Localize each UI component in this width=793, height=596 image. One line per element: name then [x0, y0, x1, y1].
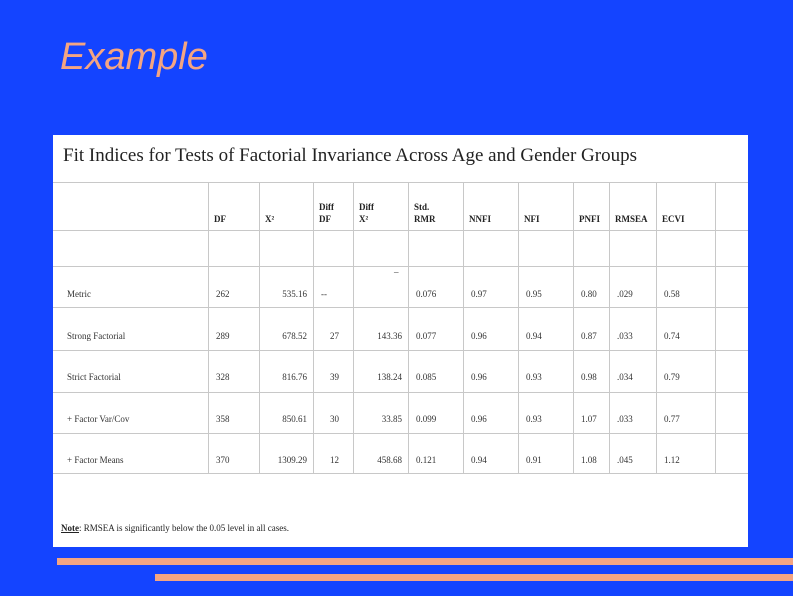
table-cell: .034	[617, 372, 633, 382]
table-cell: 1.12	[664, 455, 680, 465]
table-cell: 143.36	[377, 331, 402, 341]
table-cell: 138.24	[377, 372, 402, 382]
column-header: RMSEA	[615, 214, 648, 224]
table-cell: 0.085	[416, 372, 437, 382]
column-header: DF	[319, 214, 331, 224]
table-cell: 0.98	[581, 372, 597, 382]
table-cell: .033	[617, 414, 633, 424]
table-column-divider	[313, 182, 314, 473]
table-column-divider	[259, 182, 260, 473]
table-cell: 0.80	[581, 289, 597, 299]
column-header: NNFI	[469, 214, 491, 224]
row-label: Metric	[67, 289, 91, 299]
table-cell: 0.96	[471, 372, 487, 382]
table-cell: 0.121	[416, 455, 437, 465]
table-cell: 1309.29	[277, 455, 307, 465]
table-cell: 816.76	[282, 372, 307, 382]
column-header: ECVI	[662, 214, 685, 224]
table-column-divider	[609, 182, 610, 473]
table-cell: 12	[330, 455, 339, 465]
table-column-divider	[656, 182, 657, 473]
table-cell: 30	[330, 414, 339, 424]
table-column-divider	[715, 182, 716, 473]
table-row-divider	[53, 350, 748, 351]
table-cell: 0.58	[664, 289, 680, 299]
table-cell: --	[321, 289, 327, 299]
table-cell: 0.96	[471, 331, 487, 341]
table-cell: 0.79	[664, 372, 680, 382]
table-cell: 0.077	[416, 331, 437, 341]
table-image	[53, 135, 748, 547]
table-cell: 289	[216, 331, 230, 341]
table-cell: 0.91	[526, 455, 542, 465]
note-text: : RMSEA is significantly below the 0.05 level in all cases.	[79, 523, 289, 533]
table-column-divider	[573, 182, 574, 473]
column-header: RMR	[414, 214, 436, 224]
row-label: Strong Factorial	[67, 331, 126, 341]
table-cell: 0.74	[664, 331, 680, 341]
table-cell: 370	[216, 455, 230, 465]
fit-indices-table	[53, 135, 748, 547]
table-cell: 328	[216, 372, 230, 382]
column-header: PNFI	[579, 214, 600, 224]
column-header: X²	[359, 214, 369, 224]
table-cell: 1.07	[581, 414, 597, 424]
column-header: DF	[214, 214, 226, 224]
table-cell: 535.16	[282, 289, 307, 299]
table-note	[61, 523, 289, 533]
table-title: Fit Indices for Tests of Factorial Invariance Across Age and Gender Groups	[63, 145, 637, 166]
slide-title: Example	[60, 36, 208, 78]
table-cell: 27	[330, 331, 339, 341]
table-row-divider	[53, 266, 748, 267]
table-cell: 33.85	[381, 414, 402, 424]
table-cell: 0.099	[416, 414, 437, 424]
table-row-divider	[53, 433, 748, 434]
column-header: Diff	[359, 202, 374, 212]
table-cell: 0.94	[471, 455, 487, 465]
table-cell: 0.96	[471, 414, 487, 424]
table-cell: .045	[617, 455, 633, 465]
table-cell: 678.52	[282, 331, 307, 341]
table-cell: 0.93	[526, 372, 542, 382]
table-cell: 0.97	[471, 289, 487, 299]
table-cell: 850.61	[282, 414, 307, 424]
table-column-divider	[408, 182, 409, 473]
column-header: Std.	[414, 202, 430, 212]
column-header: NFI	[524, 214, 540, 224]
table-cell: 0.87	[581, 331, 597, 341]
table-row-divider	[53, 473, 748, 474]
table-column-divider	[463, 182, 464, 473]
note-label: Note	[61, 523, 79, 533]
column-header: X²	[265, 214, 275, 224]
table-column-divider	[518, 182, 519, 473]
table-cell: 0.77	[664, 414, 680, 424]
table-cell: .033	[617, 331, 633, 341]
column-header: Diff	[319, 202, 334, 212]
table-cell: 358	[216, 414, 230, 424]
table-cell: 39	[330, 372, 339, 382]
table-cell: 0.95	[526, 289, 542, 299]
table-row-divider	[53, 230, 748, 231]
table-cell: 0.93	[526, 414, 542, 424]
table-cell: 0.94	[526, 331, 542, 341]
table-row-divider	[53, 182, 748, 183]
table-cell: 0.076	[416, 289, 437, 299]
row-label: + Factor Var/Cov	[67, 414, 130, 424]
table-cell: 458.68	[377, 455, 402, 465]
table-row-divider	[53, 392, 748, 393]
row-label: + Factor Means	[67, 455, 124, 465]
table-column-divider	[208, 182, 209, 473]
dash-mark: _	[394, 264, 399, 274]
row-label: Strict Factorial	[67, 372, 121, 382]
table-cell: 262	[216, 289, 230, 299]
table-row-divider	[53, 307, 748, 308]
table-cell: 1.08	[581, 455, 597, 465]
table-column-divider	[353, 182, 354, 473]
decorative-bar-bottom	[155, 574, 793, 581]
table-cell: .029	[617, 289, 633, 299]
decorative-bar-top	[57, 558, 793, 565]
